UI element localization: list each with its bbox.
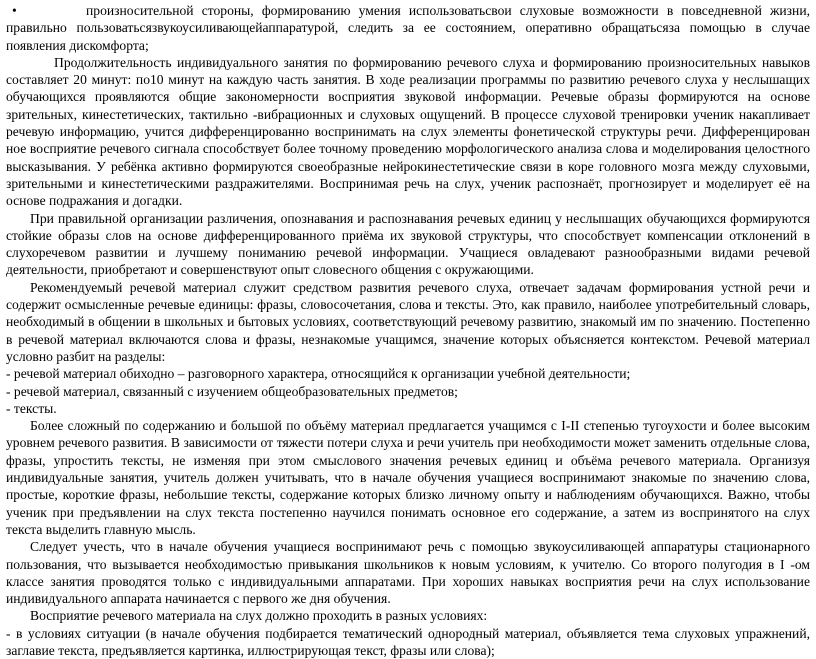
paragraph: При правильной организации различения, опознавания и распознавания речевых единиц у неслышащих обучающихся формируются стойкие образы слов на основе дифференцированного приёма их звуковой структуры, что способствует компенсации отклонений в слухоречевом развитии и лучшему пониманию речевой информации. Учащиеся овладевают разнообразными видами речевой деятельности, приобретают и совершенствуют опыт словесного общения с окружающими. xyxy=(6,210,810,278)
bullet-paragraph xyxy=(6,2,810,54)
paragraph: Следует учесть, что в начале обучения учащиеся воспринимают речь с помощью звукоусиливающей аппаратуры стационарного пользования, что вызывается необходимостью привыкания школьников к новым условиям, к учителю. Со второго полугодия в I -ом классе занятия проводятся только с индивидуальными аппаратами. При хороших навыках восприятия речи на слух использование индивидуального аппарата начинается с первого же дня обучения. xyxy=(6,539,810,607)
bullet-icon: • xyxy=(12,3,17,18)
list-item: - речевой материал, связанный с изучением общеобразовательных предметов; xyxy=(6,383,458,399)
list-item: - речевой материал обиходно – разговорного характера, относящийся к организации учебной деятельности; xyxy=(6,366,631,382)
list-item: - в условиях ситуации (в начале обучения подбирается тематический однородный материал, объявляется тема слуховых упражнений, заглавие текста, предъявляется картинка, иллюстрирующая текст, фразы или слова); xyxy=(6,625,810,658)
paragraph: Продолжительность индивидуального занятия по формированию речевого слуха и формированию произносительных навыков составляет 20 минут: по10 минут на каждую часть занятия. В ходе реализации программы по развитию речевого слуха у неслышащих обучающихся проявляются общие закономерности восприятия звуковой информации. Речевые образы формируются на основе зрительных, кинестетических, тактильно -вибрационных и слуховых ощущений. В процессе слуховой тренировки ученик накапливает речевую информацию, учится дифференцированно воспринимать на слух элементы фонетической структуры речи. Дифференцирован ное восприятие речевого сигнала способствует более точному проведению морфологического анализа слова и моделирования целостного высказывания. У ребёнка активно формируются своеобразные нейрокинестетические связи в коре головного мозга между слуховыми, зрительными и кинестетическими раздражителями. Воспринимая речь на слух, ученик распознаёт, прогнозирует и моделирует её на основе подражания и догадки. xyxy=(6,54,810,209)
paragraph: Более сложный по содержанию и большой по объёму материал предлагается учащимся с I-II степенью тугоухости и более высоким уровнем речевого развития. В зависимости от тяжести потери слуха и речи учитель при необходимости может заменить отдельные слова, фразы, упростить тексты, не изменяя при этом смыслового значения речевых единиц и объёма речевого материала. Организуя индивидуальные занятия, учитель должен учитывать, что в начале обучения учащиеся воспринимают знакомые по значению слова, простые, короткие фразы, небольшие тексты, содержание которых близко личному опыту и наблюдениям обучающихся. Важно, чтобы ученик при предъявлении на слух текста постепенно научился понимать основное его содержание, а затем из воспринятого на слух текста выделить главную мысль. xyxy=(6,418,810,537)
paragraph: Восприятие речевого материала на слух должно проходить в разных условиях: xyxy=(30,608,488,624)
paragraph: Рекомендуемый речевой материал служит средством развития речевого слуха, отвечает задачам формирования устной речи и содержит осмысленные речевые единицы: фразы, словосочетания, слова и тексты. Это, как правило, наиболее употребительный словарь, необходимый в общении в школьных и бытовых условиях, соответствующий речевому развитию, знакомый им по значению. Постепенно в речевой материал включаются слова и фразы, незнакомые учащимся, значение которых объясняется контекстом. Речевой материал условно разбит на разделы: xyxy=(6,279,810,364)
list-item: - тексты. xyxy=(6,400,57,416)
paragraph-text: произносительной стороны, формированию умения использоватьсвои слуховые возможности в повседневной жизни, правильно пользоватьсязвукоусиливающейаппаратурой, следить за ее состоянием, оперативно обращатьсяза помощью в случае появления дискомфорта; xyxy=(6,3,810,53)
